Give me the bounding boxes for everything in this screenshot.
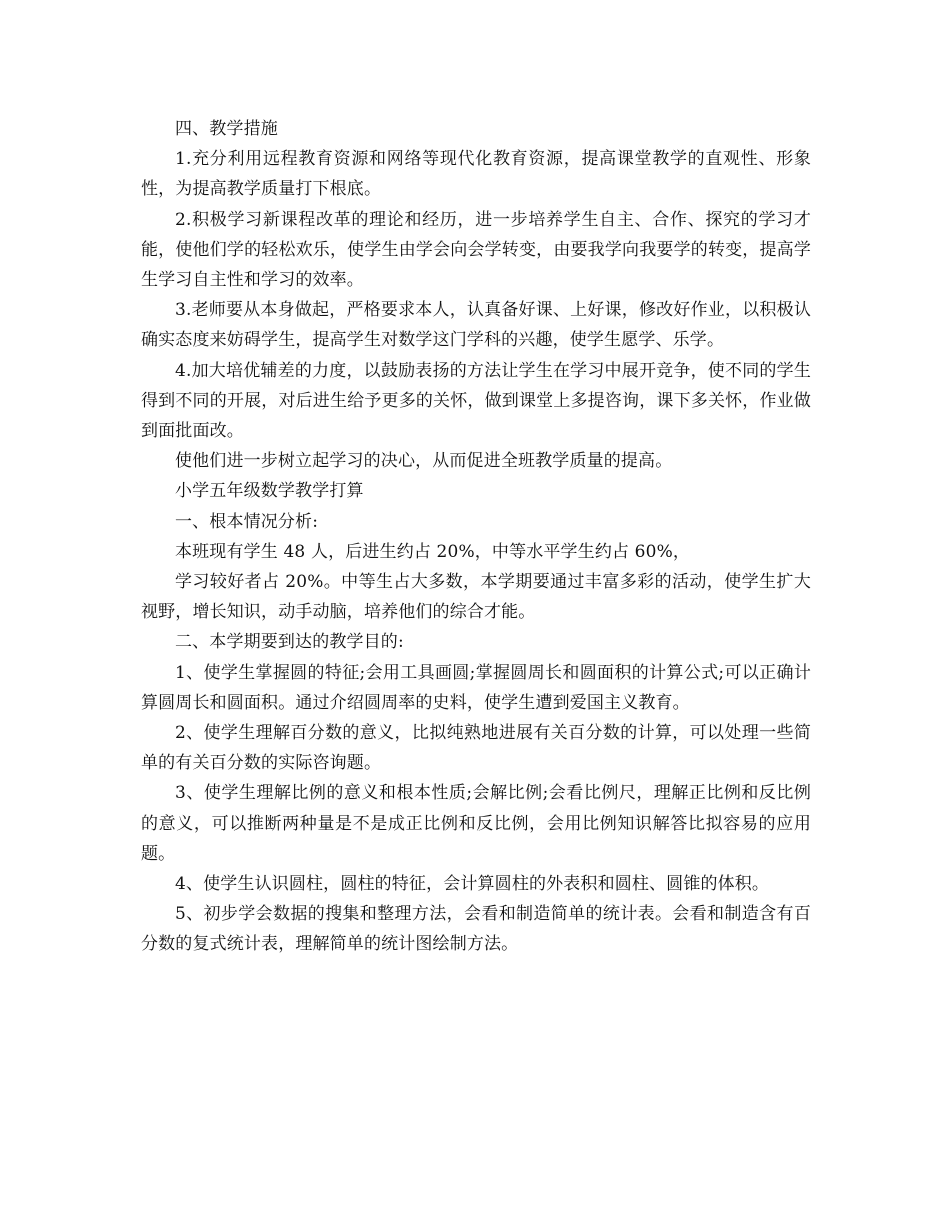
section-heading-teaching-measures: 四、教学措施	[175, 119, 278, 139]
paragraph-goal-3: 3、使学生理解比例的意义和根本性质;会解比例;会看比例尺，理解正比例和反比例的意义，可以推断两种量是不是成正比例和反比例，会用比例知识解答比拟容易的应用题。	[141, 783, 811, 864]
document-body	[141, 114, 811, 960]
paragraph-conclusion: 使他们进一步树立起学习的决心，从而促进全班教学质量的提高。	[175, 451, 673, 472]
section-heading-situation-analysis: 一、根本情况分析:	[175, 511, 319, 532]
paragraph-measure-1: 1.充分利用远程教育资源和网络等现代化教育资源，提高课堂教学的直观性、形象性，为提高教学质量打下根底。	[141, 149, 811, 200]
document-title-plan: 小学五年级数学教学打算	[175, 481, 364, 502]
paragraph-class-stats: 本班现有学生 48 人，后进生约占 20%，中等水平学生约占 60%，	[175, 541, 691, 562]
paragraph-goal-2: 2、使学生理解百分数的意义，比拟纯熟地进展有关百分数的计算，可以处理一些简单的有关百分数的实际咨询题。	[141, 723, 811, 774]
paragraph-measure-3: 3.老师要从本身做起，严格要求本人，认真备好课、上好课，修改好作业，以积极认确实态度来妨碍学生，提高学生对数学这门学科的兴趣，使学生愿学、乐学。	[141, 300, 811, 351]
paragraph-goal-1: 1、使学生掌握圆的特征;会用工具画圆;掌握圆周长和圆面积的计算公式;可以正确计算圆周长和圆面积。通过介绍圆周率的史料，使学生遭到爱国主义教育。	[141, 662, 811, 713]
paragraph-measure-2: 2.积极学习新课程改革的理论和经历，进一步培养学生自主、合作、探究的学习才能，使他们学的轻松欢乐，使学生由学会向会学转变，由要我学向我要学的转变，提高学生学习自主性和学习的效率。	[141, 209, 811, 291]
paragraph-goal-4: 4、使学生认识圆柱，圆柱的特征，会计算圆柱的外表积和圆柱、圆锥的体积。	[175, 874, 770, 895]
paragraph-measure-4: 4.加大培优辅差的力度，以鼓励表扬的方法让学生在学习中展开竞争，使不同的学生得到不同的开展，对后进生给予更多的关怀，做到课堂上多提咨询，课下多关怀，作业做到面批面改。	[141, 360, 811, 442]
section-heading-teaching-goals: 二、本学期要到达的教学目的:	[175, 632, 404, 653]
paragraph-goal-5: 5、初步学会数据的搜集和整理方法，会看和制造简单的统计表。会看和制造含有百分数的复式统计表，理解简单的统计图绘制方法。	[141, 904, 811, 955]
paragraph-class-stats-continued: 学习较好者占 20%。中等生占大多数，本学期要通过丰富多彩的活动，使学生扩大视野，增长知识，动手动脑，培养他们的综合才能。	[141, 572, 811, 623]
